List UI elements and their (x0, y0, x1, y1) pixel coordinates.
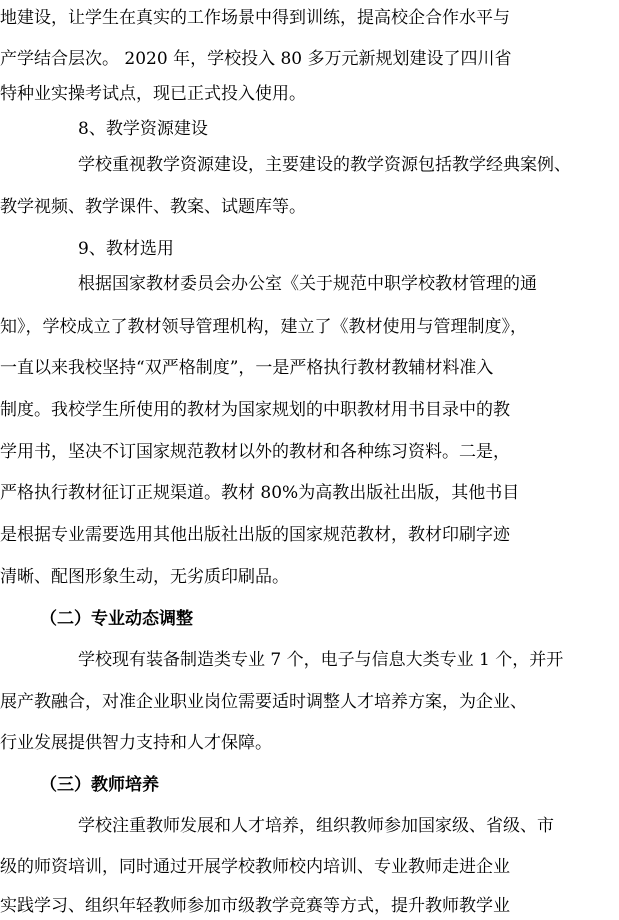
paragraph-line: 一直以来我校坚持“双严格制度”，一是严格执行教材教辅材料准入 (0, 358, 494, 378)
paragraph-line: 根据国家教材委员会办公室《关于规范中职学校教材管理的通 (78, 274, 537, 294)
paragraph-line: 实践学习、组织年轻教师参加市级教学竞赛等方式，提升教师教学业 (0, 896, 510, 916)
section-heading: 8、教学资源建设 (78, 119, 208, 139)
paragraph-line: 清晰、配图形象生动，无劣质印刷品。 (0, 567, 289, 587)
section-heading: 9、教材选用 (78, 239, 174, 259)
paragraph-line: 学用书，坚决不订国家规范教材以外的教材和各种练习资料。二是， (0, 442, 510, 462)
paragraph-line: 教学视频、教学课件、教案、试题库等。 (0, 197, 306, 217)
paragraph-line: 严格执行教材征订正规渠道。教材 80%为高教出版社出版，其他书目 (0, 483, 520, 503)
paragraph-line: 学校注重教师发展和人才培养，组织教师参加国家级、省级、市 (78, 816, 554, 836)
paragraph-line: 级的师资培训，同时通过开展学校教师校内培训、专业教师走进企业 (0, 857, 510, 877)
section-heading: （三）教师培养 (40, 775, 159, 795)
paragraph-line: 知》，学校成立了教材领导管理机构，建立了《教材使用与管理制度》， (0, 317, 527, 337)
paragraph-line: 制度。我校学生所使用的教材为国家规划的中职教材用书目录中的教 (0, 400, 510, 420)
section-heading: （二）专业动态调整 (40, 609, 193, 629)
paragraph-line: 学校重视教学资源建设，主要建设的教学资源包括教学经典案例、 (78, 155, 571, 175)
paragraph-line: 展产教融合，对准企业职业岗位需要适时调整人才培养方案，为企业、 (0, 692, 527, 712)
paragraph-line: 行业发展提供智力支持和人才保障。 (0, 733, 272, 753)
paragraph-line: 学校现有装备制造类专业 7 个，电子与信息大类专业 1 个，并开 (78, 650, 564, 670)
paragraph-line: 产学结合层次。 2020 年，学校投入 80 多万元新规划建设了四川省 (0, 49, 512, 69)
paragraph-line: 是根据专业需要选用其他出版社出版的国家规范教材，教材印刷字迹 (0, 525, 510, 545)
paragraph-line: 特种业实操考试点，现已正式投入使用。 (0, 84, 306, 104)
paragraph-line: 地建设，让学生在真实的工作场景中得到训练，提高校企合作水平与 (0, 8, 510, 28)
